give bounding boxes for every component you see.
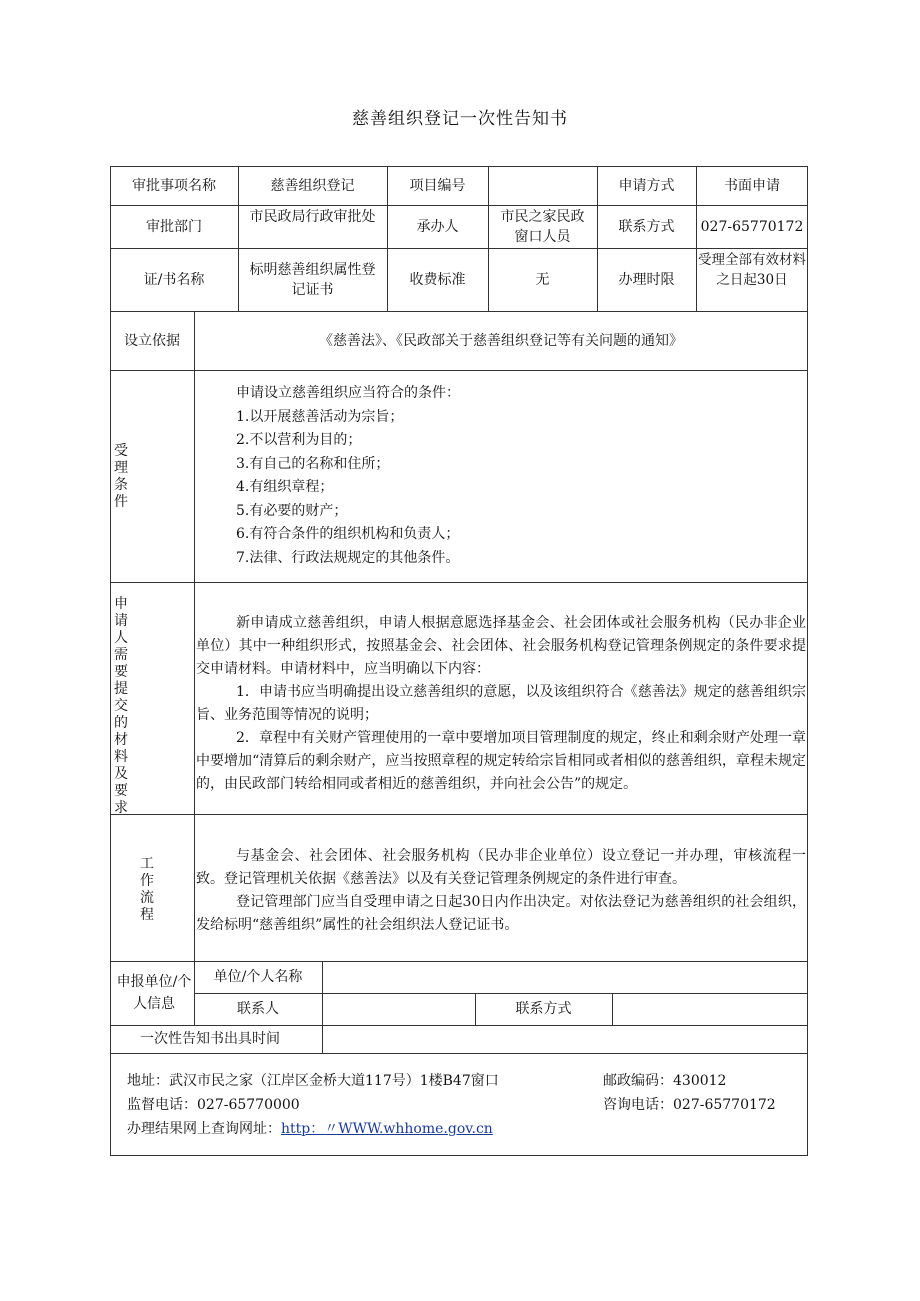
contact-method-field[interactable] xyxy=(612,993,808,1025)
dept-label: 审批部门 xyxy=(146,218,202,235)
workflow-label: 工 作 流 程 xyxy=(140,856,154,923)
apply-method-value: 书面申请 xyxy=(724,177,780,194)
row-divider xyxy=(110,814,808,815)
page-title: 慈善组织登记一次性告知书 xyxy=(352,109,568,129)
cert-label: 证/书名称 xyxy=(143,271,205,288)
condition-item: 3.有自己的名称和住所； xyxy=(236,455,390,472)
footer-query-link[interactable]: http：〃WWW.whhome.gov.cn xyxy=(281,1121,493,1137)
condition-item: 7.法律、行政法规规定的其他条件。 xyxy=(236,549,460,566)
applicant-name-label: 单位/个人名称 xyxy=(213,969,303,985)
materials-paragraph: 1．申请书应当明确提出设立慈善组织的意愿，以及该组织符合《慈善法》规定的慈善组织宗旨、业务范围等情况的说明； xyxy=(196,684,806,723)
footer-supervise-phone: 监督电话：027-65770000 xyxy=(127,1097,300,1113)
condition-item: 4.有组织章程； xyxy=(236,479,334,495)
item-name-value: 慈善组织登记 xyxy=(270,177,355,194)
conditions-intro: 申请设立慈善组织应当符合的条件： xyxy=(236,385,460,401)
contact-person-label: 联系人 xyxy=(237,1001,279,1017)
contact-method-label: 联系方式 xyxy=(515,1001,572,1017)
materials-paragraph: 新申请成立慈善组织，申请人根据意愿选择基金会、社会团体或社会服务机构（民办非企业单位）其中一种组织形式，按照基金会、社会团体、社会服务机构登记管理条例规定的条件要求提交申请材料。申请材料中，应当明确以下内容： xyxy=(196,615,806,677)
contact-value: 027-65770172 xyxy=(700,218,804,235)
issue-time-label: 一次性告知书出具时间 xyxy=(140,1031,280,1047)
fee-label: 收费标准 xyxy=(409,271,466,288)
row-divider xyxy=(110,370,808,371)
footer-consult-phone: 咨询电话：027-65770172 xyxy=(603,1097,776,1113)
handler-label: 承办人 xyxy=(416,218,459,235)
basis-label: 设立依据 xyxy=(124,332,180,349)
conditions-label: 受 理 条 件 xyxy=(114,443,128,510)
condition-item: 6.有符合条件的组织机构和负责人； xyxy=(236,526,460,542)
row-divider xyxy=(110,582,808,583)
col-divider xyxy=(194,311,195,1025)
applicant-label: 申报单位/个人信息 xyxy=(116,974,192,1012)
workflow-paragraph: 登记管理部门应当自受理申请之日起30日内作出决定。对依法登记为慈善组织的社会组织，发给标明“慈善组织”属性的社会组织法人登记证书。 xyxy=(196,894,806,933)
dept-value: 市民政局行政审批处 xyxy=(249,209,376,225)
cert-value: 标明慈善组织属性登记证书 xyxy=(249,261,376,298)
applicant-name-field[interactable] xyxy=(322,961,808,993)
time-label: 办理时限 xyxy=(618,271,675,288)
conditions-list xyxy=(236,382,460,570)
materials-label: 申 请 人 需 要 提 交 的 材 料 及 要 求 xyxy=(114,596,128,816)
row-divider xyxy=(110,1053,808,1054)
materials-paragraph: 2．章程中有关财产管理使用的一章中要增加项目管理制度的规定，终止和剩余财产处理一章中要增加“清算后的剩余财产，应当按照章程的规定转给宗旨相同或者相似的慈善组织，章程未规定的，由民政部门转给相同或者相近的慈善组织，并向社会公告”的规定。 xyxy=(196,730,806,792)
footer-query xyxy=(127,1117,493,1141)
condition-item: 5.有必要的财产； xyxy=(236,502,348,519)
fee-value: 无 xyxy=(535,271,550,288)
project-no-label: 项目编号 xyxy=(409,177,466,194)
footer-postcode: 邮政编码：430012 xyxy=(603,1073,727,1089)
handler-value: 市民之家民政窗口人员 xyxy=(500,208,585,245)
contact-person-field[interactable] xyxy=(322,993,475,1025)
condition-item: 1.以开展慈善活动为宗旨； xyxy=(236,408,404,425)
workflow-text xyxy=(196,845,806,937)
basis-text: 《慈善法》、《民政部关于慈善组织登记等有关问题的通知》 xyxy=(319,332,683,349)
footer-address: 地址：武汉市民之家（江岸区金桥大道117号）1楼B47窗口 xyxy=(127,1073,499,1089)
workflow-paragraph: 与基金会、社会团体、社会服务机构（民办非企业单位）设立登记一并办理，审核流程一致。登记管理机关依据《慈善法》以及有关登记管理条例规定的条件进行审查。 xyxy=(196,848,806,887)
item-name-label: 审批事项名称 xyxy=(132,177,216,194)
time-value: 受理全部有效材料之日起30日 xyxy=(698,252,806,288)
apply-method-label: 申请方式 xyxy=(618,177,675,194)
issue-time-field[interactable] xyxy=(322,1025,808,1053)
materials-text xyxy=(196,612,806,796)
condition-item: 2.不以营利为目的； xyxy=(236,432,362,448)
footer-query-label: 办理结果网上查询网址： xyxy=(127,1121,281,1137)
project-no-value xyxy=(488,166,597,205)
contact-label: 联系方式 xyxy=(618,218,675,235)
